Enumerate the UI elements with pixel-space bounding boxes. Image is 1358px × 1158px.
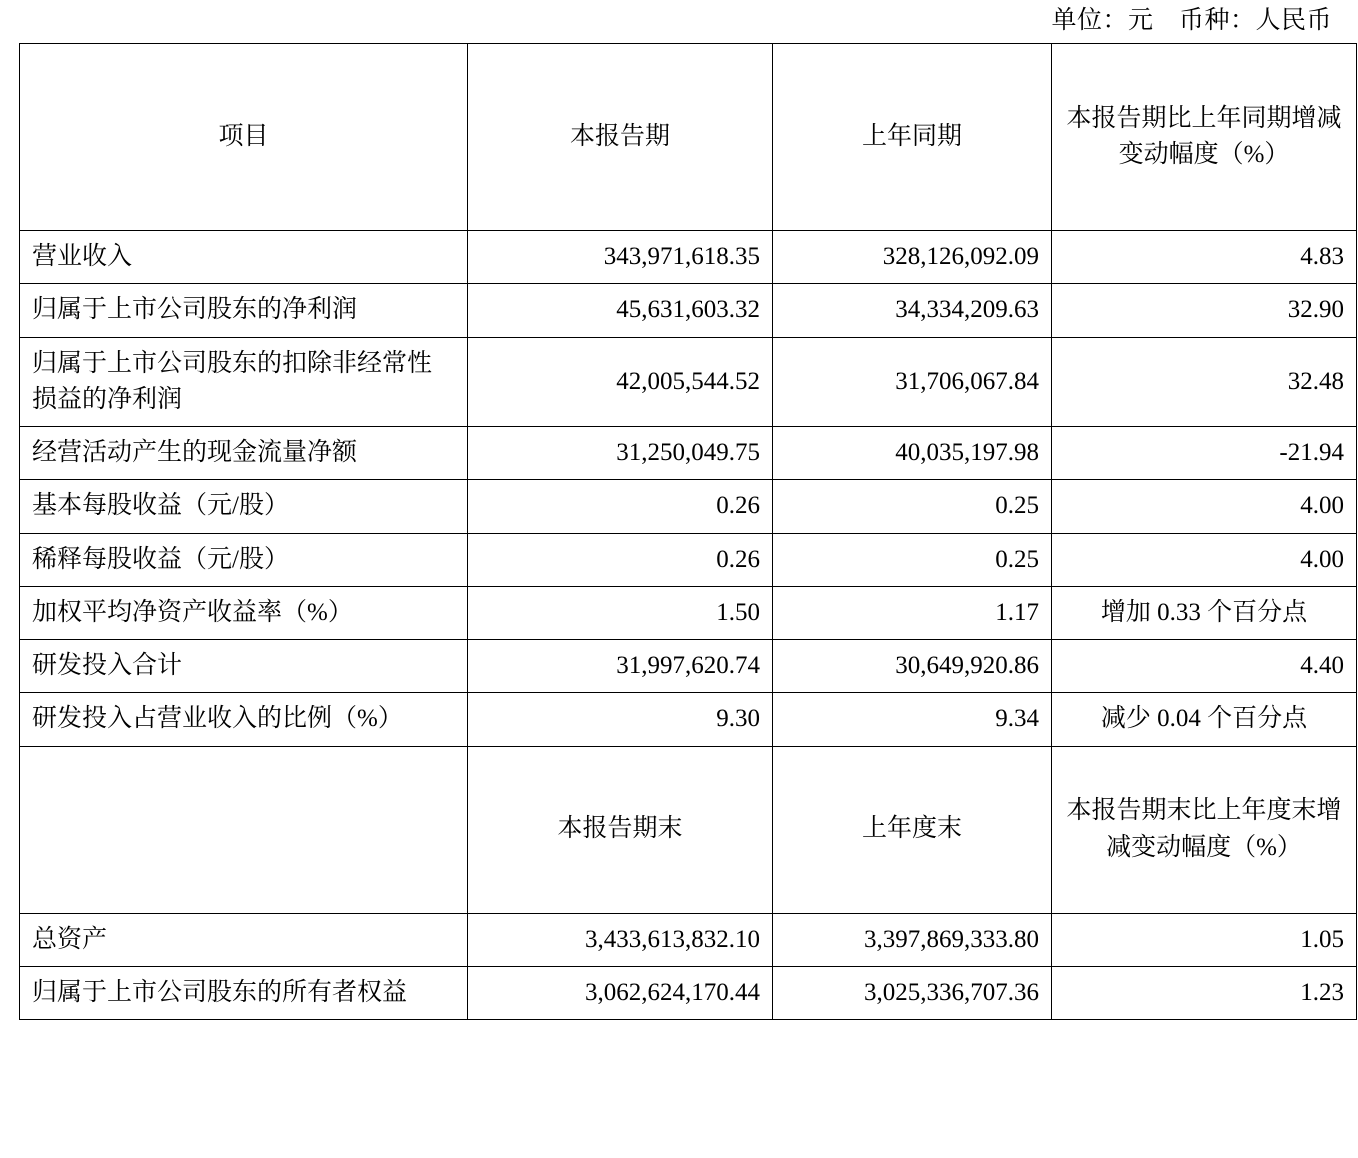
row-previous: 34,334,209.63 bbox=[773, 284, 1052, 337]
row-label: 营业收入 bbox=[20, 231, 468, 284]
row-label: 经营活动产生的现金流量净额 bbox=[20, 427, 468, 480]
row-label: 稀释每股收益（元/股） bbox=[20, 533, 468, 586]
table-row bbox=[20, 640, 1357, 693]
row-change: 减少 0.04 个百分点 bbox=[1052, 693, 1357, 746]
row-change: 1.05 bbox=[1052, 913, 1357, 966]
row-previous: 9.34 bbox=[773, 693, 1052, 746]
row-previous: 40,035,197.98 bbox=[773, 427, 1052, 480]
row-change: 32.90 bbox=[1052, 284, 1357, 337]
table-row bbox=[20, 284, 1357, 337]
row-current: 3,433,613,832.10 bbox=[468, 913, 773, 966]
header-item-balance bbox=[20, 746, 468, 913]
row-label: 归属于上市公司股东的扣除非经常性损益的净利润 bbox=[20, 337, 468, 427]
row-current: 45,631,603.32 bbox=[468, 284, 773, 337]
table-header-row-balance bbox=[20, 746, 1357, 913]
row-label: 总资产 bbox=[20, 913, 468, 966]
row-previous: 3,025,336,707.36 bbox=[773, 966, 1052, 1019]
row-change: 增加 0.33 个百分点 bbox=[1052, 586, 1357, 639]
table-row bbox=[20, 693, 1357, 746]
table-row bbox=[20, 427, 1357, 480]
row-change: 32.48 bbox=[1052, 337, 1357, 427]
row-label: 研发投入占营业收入的比例（%） bbox=[20, 693, 468, 746]
table-row bbox=[20, 337, 1357, 427]
header-previous-balance: 上年度末 bbox=[773, 746, 1052, 913]
row-change: 4.00 bbox=[1052, 480, 1357, 533]
row-current: 31,997,620.74 bbox=[468, 640, 773, 693]
table-row bbox=[20, 586, 1357, 639]
header-current-balance: 本报告期末 bbox=[468, 746, 773, 913]
row-change: 4.83 bbox=[1052, 231, 1357, 284]
row-change: 4.40 bbox=[1052, 640, 1357, 693]
row-label: 加权平均净资产收益率（%） bbox=[20, 586, 468, 639]
row-previous: 3,397,869,333.80 bbox=[773, 913, 1052, 966]
table-row bbox=[20, 533, 1357, 586]
row-previous: 0.25 bbox=[773, 533, 1052, 586]
row-change: 1.23 bbox=[1052, 966, 1357, 1019]
row-current: 0.26 bbox=[468, 480, 773, 533]
table-header-row-period bbox=[20, 44, 1357, 231]
table-row bbox=[20, 480, 1357, 533]
row-current: 31,250,049.75 bbox=[468, 427, 773, 480]
table-row bbox=[20, 231, 1357, 284]
row-label: 归属于上市公司股东的所有者权益 bbox=[20, 966, 468, 1019]
table-row bbox=[20, 913, 1357, 966]
row-current: 3,062,624,170.44 bbox=[468, 966, 773, 1019]
row-current: 343,971,618.35 bbox=[468, 231, 773, 284]
row-current: 0.26 bbox=[468, 533, 773, 586]
row-label: 基本每股收益（元/股） bbox=[20, 480, 468, 533]
financial-summary-table bbox=[19, 43, 1357, 1020]
header-item: 项目 bbox=[20, 44, 468, 231]
row-previous: 31,706,067.84 bbox=[773, 337, 1052, 427]
row-previous: 1.17 bbox=[773, 586, 1052, 639]
row-current: 42,005,544.52 bbox=[468, 337, 773, 427]
row-previous: 30,649,920.86 bbox=[773, 640, 1052, 693]
table-row bbox=[20, 966, 1357, 1019]
row-previous: 0.25 bbox=[773, 480, 1052, 533]
header-current-period: 本报告期 bbox=[468, 44, 773, 231]
row-label: 研发投入合计 bbox=[20, 640, 468, 693]
unit-note: 单位：元 币种：人民币 bbox=[1051, 7, 1332, 34]
row-previous: 328,126,092.09 bbox=[773, 231, 1052, 284]
row-current: 9.30 bbox=[468, 693, 773, 746]
header-change-period: 本报告期比上年同期增减变动幅度（%） bbox=[1052, 44, 1357, 231]
row-current: 1.50 bbox=[468, 586, 773, 639]
row-change: 4.00 bbox=[1052, 533, 1357, 586]
row-change: -21.94 bbox=[1052, 427, 1357, 480]
header-change-balance: 本报告期末比上年度末增减变动幅度（%） bbox=[1052, 746, 1357, 913]
header-previous-period: 上年同期 bbox=[773, 44, 1052, 231]
row-label: 归属于上市公司股东的净利润 bbox=[20, 284, 468, 337]
